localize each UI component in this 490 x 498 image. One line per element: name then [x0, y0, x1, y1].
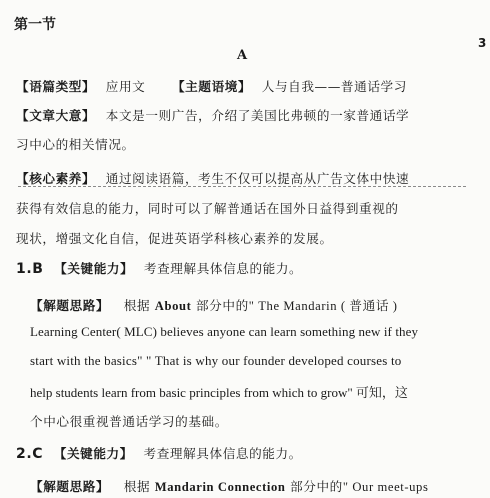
- genre-theme-line: [16, 76, 407, 95]
- question-1-line-4: help students learn from basic principles from which to grow" 可知，这: [30, 385, 408, 400]
- question-1-line-3: start with the basics" " That is why our founder developed courses to: [30, 353, 402, 368]
- passage-letter: A: [237, 48, 248, 63]
- genre-label: 【语篇类型】: [16, 79, 96, 94]
- theme-value: 人与自我——普通话学习: [261, 79, 407, 94]
- question-1-number: 1.B: [16, 261, 44, 277]
- question-2-thinking-line-1: [30, 476, 428, 495]
- question-1-section-ref: About: [154, 299, 192, 313]
- gist-label: 【文章大意】: [16, 108, 96, 123]
- core-line-1: [16, 168, 409, 187]
- question-1-ability-label: 【关键能力】: [54, 261, 134, 276]
- question-1-thinking-line-1: [30, 295, 398, 314]
- question-1-ability-text: 考查理解具体信息的能力。: [143, 261, 303, 276]
- question-2-section-ref: Mandarin Connection: [154, 480, 286, 494]
- question-2-ability: [16, 443, 302, 462]
- page-edge-number: 3: [478, 36, 487, 50]
- question-2-thinking-prefix: 根据: [123, 479, 151, 494]
- section-title: 第一节: [14, 17, 56, 33]
- gist-text-1: 本文是一则广告，介绍了美国比弗顿的一家普通话学: [105, 108, 410, 123]
- question-2-ability-text: 考查理解具体信息的能力。: [143, 446, 302, 461]
- question-1-thinking-rest: 部分中的" The Mandarin ( 普通话 ): [195, 299, 398, 313]
- core-line-3: 现状，增强文化自信，促进英语学科核心素养的发展。: [16, 231, 333, 246]
- question-1-line-2: Learning Center( MLC) believes anyone can learn something new if they: [30, 324, 419, 339]
- core-line-2: 获得有效信息的能力，同时可以了解普通话在国外日益得到重视的: [16, 201, 399, 216]
- question-2-number: 2.C: [16, 446, 44, 462]
- dashed-rule: [18, 186, 466, 187]
- question-2-ability-label: 【关键能力】: [53, 446, 133, 461]
- question-1-ability: [16, 258, 302, 277]
- core-text-1: 通过阅读语篇，考生不仅可以提高从广告文体中快速: [105, 171, 410, 186]
- gist-line-1: [16, 105, 409, 124]
- theme-label: 【主题语境】: [171, 79, 252, 94]
- question-1-thinking-label: 【解题思路】: [30, 298, 110, 313]
- question-1-line-5: 个中心很重视普通话学习的基础。: [30, 414, 228, 429]
- gist-line-2: 习中心的相关情况。: [16, 137, 135, 152]
- question-2-thinking-rest: 部分中的" Our meet-ups: [290, 480, 429, 494]
- question-1-thinking-prefix: 根据: [123, 298, 151, 313]
- question-2-thinking-label: 【解题思路】: [30, 479, 110, 494]
- core-label: 【核心素养】: [16, 171, 96, 186]
- genre-value: 应用文: [105, 79, 146, 94]
